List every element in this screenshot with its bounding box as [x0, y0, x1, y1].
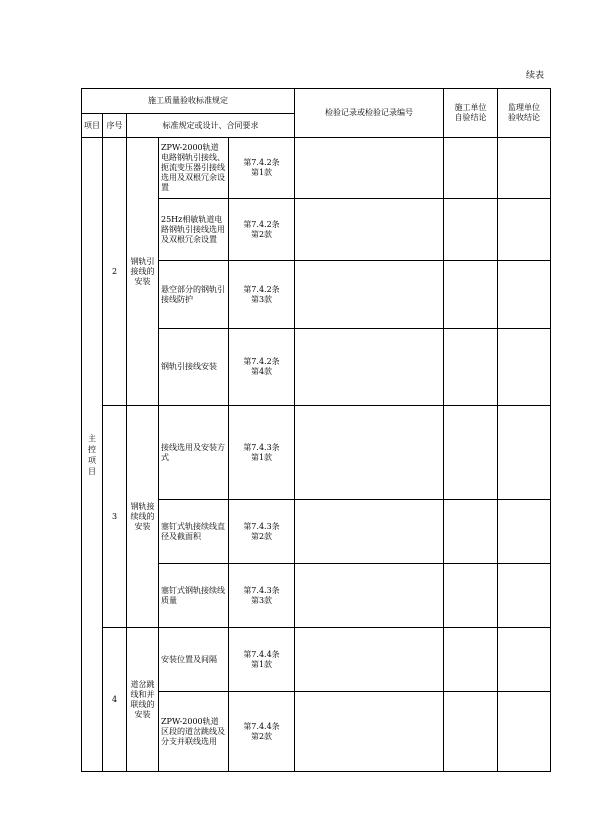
- supervisor-conclusion-cell[interactable]: [498, 261, 551, 329]
- inspection-item: 接线选用及安装方式: [159, 406, 229, 500]
- record-column-header: 检验记录或检验记录编号: [295, 89, 444, 138]
- seq-cell: 3: [103, 406, 127, 628]
- supervisor-conclusion-cell[interactable]: [498, 500, 551, 564]
- seq-column-header: 序号: [103, 114, 127, 138]
- inspection-item: 悬空部分的钢轨引接线防护: [159, 261, 229, 329]
- clause-reference: 第7.4.4条 第2款: [229, 692, 295, 772]
- requirement-column-header: 标准规定或设计、合同要求: [127, 114, 295, 138]
- inspection-item: ZPW-2000轨道区段的道岔跳线及分支并联线选用: [159, 692, 229, 772]
- contractor-conclusion-cell[interactable]: [444, 261, 498, 329]
- supervisor-conclusion-cell[interactable]: [498, 199, 551, 261]
- inspection-item: 塞钉式轨接续线直径及截面积: [159, 500, 229, 564]
- inspection-item: 钢轨引接线安装: [159, 329, 229, 406]
- contractor-conclusion-cell[interactable]: [444, 138, 498, 199]
- clause-reference: 第7.4.3条 第3款: [229, 564, 295, 628]
- record-cell[interactable]: [295, 199, 444, 261]
- record-cell[interactable]: [295, 406, 444, 500]
- clause-reference: 第7.4.3条 第2款: [229, 500, 295, 564]
- contractor-conclusion-cell[interactable]: [444, 628, 498, 692]
- record-cell[interactable]: [295, 329, 444, 406]
- record-cell[interactable]: [295, 628, 444, 692]
- category-cell: [82, 138, 103, 772]
- contractor-conclusion-cell[interactable]: [444, 329, 498, 406]
- clause-reference: 第7.4.4条 第1款: [229, 628, 295, 692]
- supervisor-conclusion-cell[interactable]: [498, 628, 551, 692]
- contractor-column-header: 施工单位 自验结论: [444, 89, 498, 138]
- contractor-conclusion-cell[interactable]: [444, 564, 498, 628]
- item-column-header: 项目: [82, 114, 103, 138]
- contractor-conclusion-cell[interactable]: [444, 500, 498, 564]
- record-cell[interactable]: [295, 692, 444, 772]
- group-name-cell: 钢轨接续线的安装: [127, 406, 159, 628]
- inspection-item: 塞钉式钢轨接续线质量: [159, 564, 229, 628]
- seq-cell: 2: [103, 138, 127, 406]
- supervisor-conclusion-cell[interactable]: [498, 564, 551, 628]
- contractor-conclusion-cell[interactable]: [444, 406, 498, 500]
- clause-reference: 第7.4.2条 第1款: [229, 138, 295, 199]
- table-row: [82, 138, 551, 199]
- contractor-conclusion-cell[interactable]: [444, 692, 498, 772]
- standard-group-header: 施工质量验收标准规定: [82, 89, 295, 114]
- supervisor-column-header: 监理单位 验收结论: [498, 89, 551, 138]
- supervisor-conclusion-cell[interactable]: [498, 138, 551, 199]
- table-row: [82, 628, 551, 692]
- group-name-cell: 钢轨引接线的安装: [127, 138, 159, 406]
- inspection-item: 安装位置及间隔: [159, 628, 229, 692]
- inspection-item: ZPW-2000轨道电路钢轨引接线、扼流变压器引接线选用及双根冗余设置: [159, 138, 229, 199]
- inspection-item: 25Hz相敏轨道电路钢轨引接线选用及双根冗余设置: [159, 199, 229, 261]
- clause-reference: 第7.4.3条 第1款: [229, 406, 295, 500]
- clause-reference: 第7.4.2条 第2款: [229, 199, 295, 261]
- contractor-conclusion-cell[interactable]: [444, 199, 498, 261]
- category-label: 主控项目: [88, 433, 96, 476]
- continued-label: 续表: [526, 71, 545, 81]
- supervisor-conclusion-cell[interactable]: [498, 692, 551, 772]
- clause-reference: 第7.4.2条 第3款: [229, 261, 295, 329]
- record-cell[interactable]: [295, 500, 444, 564]
- supervisor-conclusion-cell[interactable]: [498, 406, 551, 500]
- record-cell[interactable]: [295, 564, 444, 628]
- table-row: [82, 406, 551, 500]
- supervisor-conclusion-cell[interactable]: [498, 329, 551, 406]
- seq-cell: 4: [103, 628, 127, 772]
- record-cell[interactable]: [295, 261, 444, 329]
- clause-reference: 第7.4.2条 第4款: [229, 329, 295, 406]
- record-cell[interactable]: [295, 138, 444, 199]
- acceptance-record-table: [81, 88, 551, 772]
- group-name-cell: 道岔跳线和并联线的安装: [127, 628, 159, 772]
